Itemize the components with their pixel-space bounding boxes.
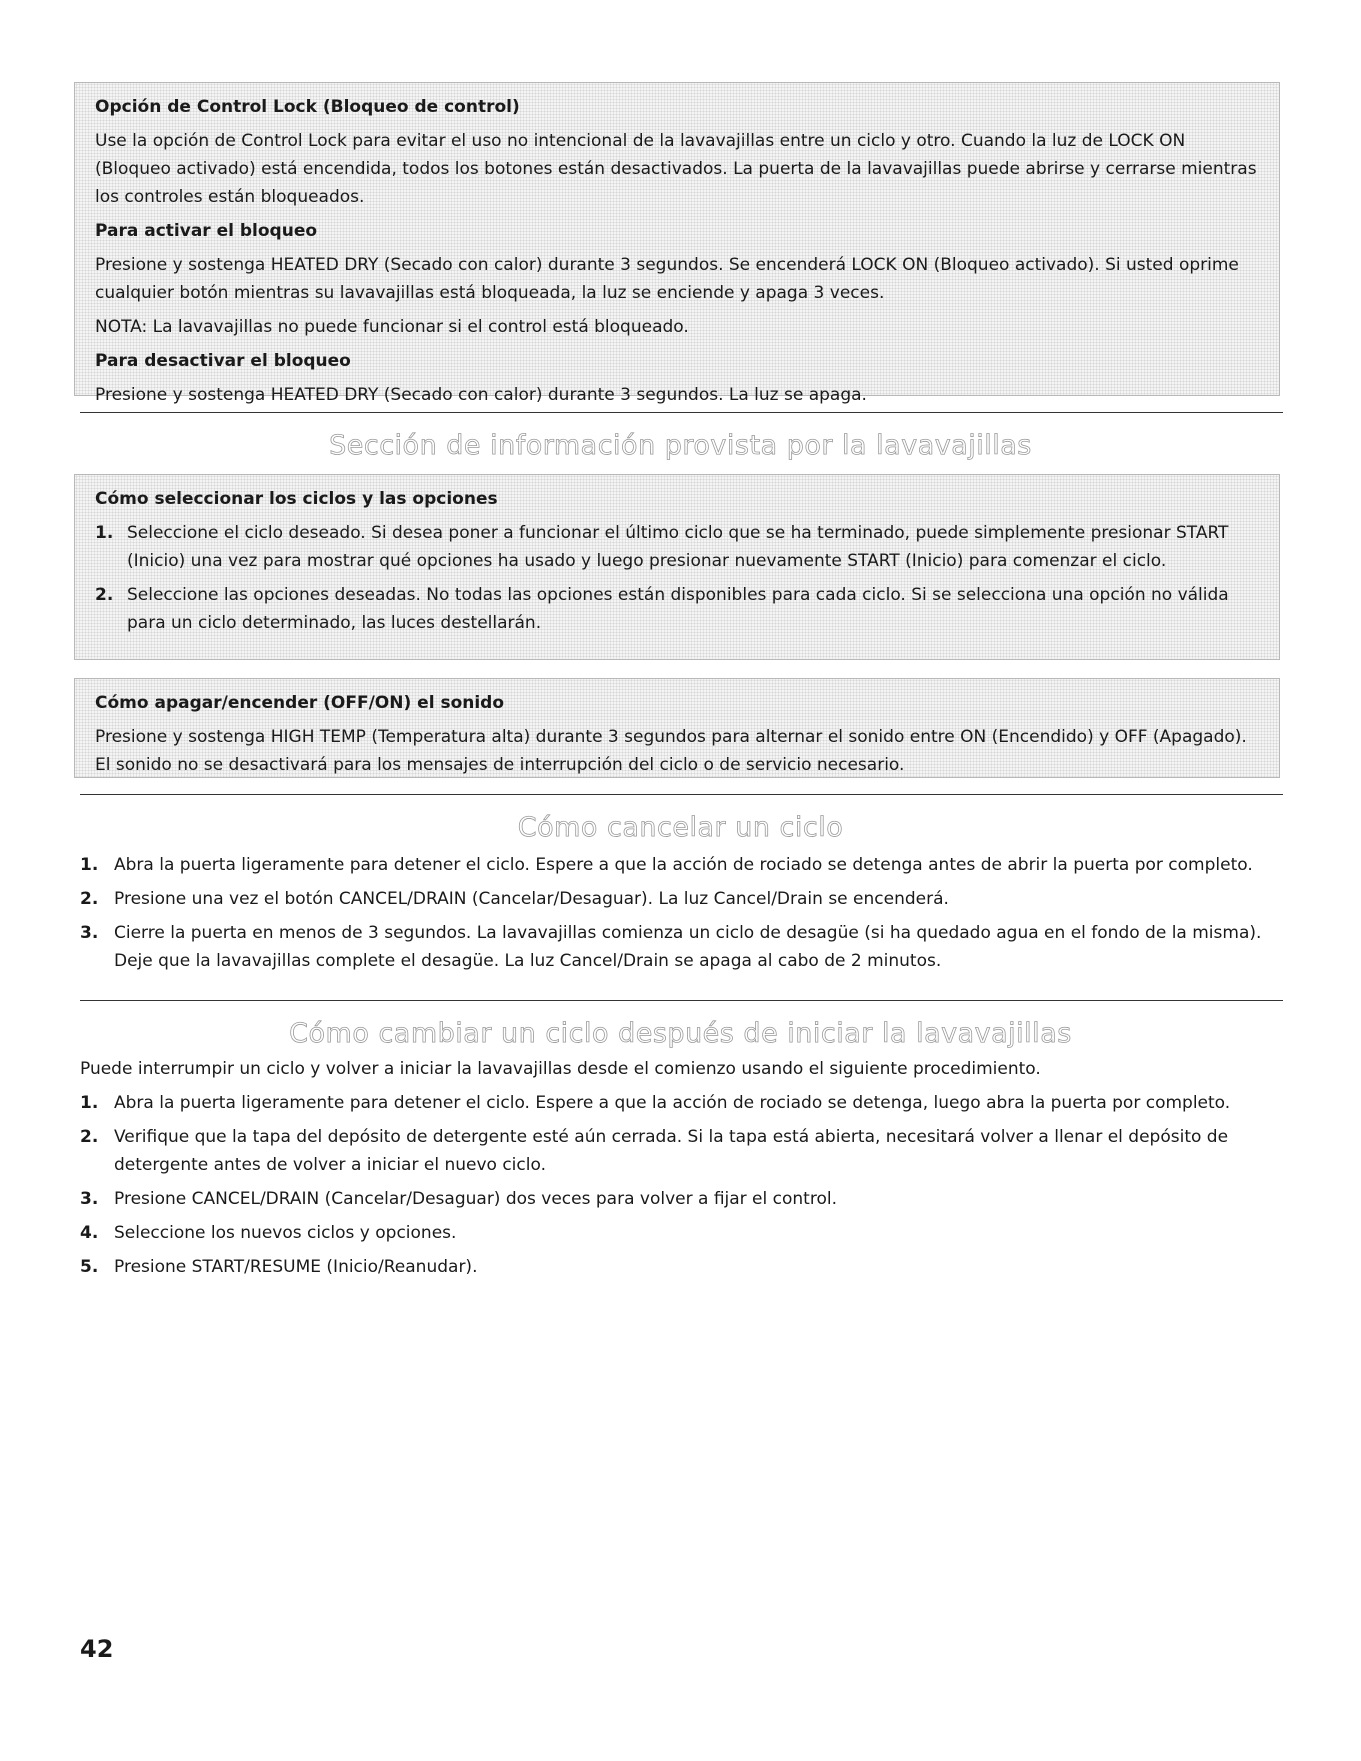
change-steps <box>80 1055 1275 1281</box>
change-intro: Puede interrumpir un ciclo y volver a iniciar la lavavajillas desde el comienzo usando el siguiente procedimiento. <box>80 1059 1041 1079</box>
list-item <box>80 1089 1275 1117</box>
list-item-number: 1. <box>80 855 99 875</box>
control-lock-title: Opción de Control Lock (Bloqueo de control) <box>95 97 520 117</box>
change-steps-list <box>80 1089 1275 1281</box>
list-item-number: 1. <box>80 1093 99 1113</box>
list-item-number: 2. <box>80 1127 99 1147</box>
list-item-text: Presione una vez el botón CANCEL/DRAIN (Cancelar/Desaguar). La luz Cancel/Drain se encenderá. <box>114 889 949 909</box>
list-item <box>80 919 1275 975</box>
list-item <box>80 885 1275 913</box>
control-lock-intro: Use la opción de Control Lock para evitar el uso no intencional de la lavavajillas entre un ciclo y otro. Cuando la luz de LOCK ON (Bloqueo activado) está encendida, todos los botones están desactivados. La puerta de la lavavajillas puede abrirse y cerrarse mientras los controles están bloqueados. <box>95 131 1257 207</box>
divider-rule <box>80 794 1283 795</box>
deactivate-lock-text: Presione y sostenga HEATED DRY (Secado con calor) durante 3 segundos. La luz se apaga. <box>95 385 867 405</box>
list-item-number: 3. <box>80 923 99 943</box>
select-cycles-title: Cómo seleccionar los ciclos y las opciones <box>95 489 498 509</box>
list-item <box>80 1219 1275 1247</box>
list-item-text: Cierre la puerta en menos de 3 segundos. La lavavajillas comienza un ciclo de desagüe (si ha quedado agua en el fondo de la misma). Deje que la lavavajillas complete el desagüe. La luz Cancel/Drain se apaga al cabo de 2 minutos. <box>114 923 1262 971</box>
deactivate-lock-heading: Para desactivar el bloqueo <box>95 351 351 371</box>
cancel-section-title: Cómo cancelar un ciclo <box>517 812 844 843</box>
list-item-number: 2. <box>95 585 114 605</box>
list-item <box>80 1123 1275 1179</box>
select-cycles-list <box>95 519 1263 637</box>
sound-box <box>74 678 1280 778</box>
list-item <box>80 851 1275 879</box>
list-item <box>95 581 1263 637</box>
divider-rule <box>80 412 1283 413</box>
list-item <box>95 519 1263 575</box>
sound-text: Presione y sostenga HIGH TEMP (Temperatura alta) durante 3 segundos para alternar el sonido entre ON (Encendido) y OFF (Apagado). El sonido no se desactivará para los mensajes de interrupción del ciclo o de servicio necesario. <box>95 727 1247 775</box>
divider-rule <box>80 1000 1283 1001</box>
activate-lock-heading: Para activar el bloqueo <box>95 221 318 241</box>
list-item-text: Abra la puerta ligeramente para detener el ciclo. Espere a que la acción de rociado se detenga antes de abrir la puerta por completo. <box>114 855 1253 875</box>
list-item-number: 2. <box>80 889 99 909</box>
section-info-title: Sección de información provista por la lavavajillas <box>329 430 1032 461</box>
list-item-text: Presione START/RESUME (Inicio/Reanudar). <box>114 1257 478 1277</box>
list-item-text: Seleccione el ciclo deseado. Si desea poner a funcionar el último ciclo que se ha terminado, puede simplemente presionar START (Inicio) una vez para mostrar qué opciones ha usado y luego presionar nuevamente START (Inicio) para comenzar el ciclo. <box>127 523 1229 571</box>
select-cycles-box <box>74 474 1280 660</box>
list-item-number: 5. <box>80 1257 99 1277</box>
list-item-number: 1. <box>95 523 114 543</box>
list-item-text: Seleccione las opciones deseadas. No todas las opciones están disponibles para cada ciclo. Si se selecciona una opción no válida para un ciclo determinado, las luces destellarán. <box>127 585 1229 633</box>
page-number: 42 <box>80 1635 114 1663</box>
activate-lock-text: Presione y sostenga HEATED DRY (Secado con calor) durante 3 segundos. Se encenderá LOCK ON (Bloqueo activado). Si usted oprime cualquier botón mientras su lavavajillas está bloqueada, la luz se enciende y apaga 3 veces. <box>95 255 1239 303</box>
lock-note: NOTA: La lavavajillas no puede funcionar si el control está bloqueado. <box>95 317 689 337</box>
list-item-text: Presione CANCEL/DRAIN (Cancelar/Desaguar) dos veces para volver a fijar el control. <box>114 1189 837 1209</box>
list-item-number: 4. <box>80 1223 99 1243</box>
list-item <box>80 1185 1275 1213</box>
cancel-steps <box>80 851 1275 975</box>
list-item-number: 3. <box>80 1189 99 1209</box>
change-section-title: Cómo cambiar un ciclo después de iniciar la lavavajillas <box>289 1018 1072 1049</box>
cancel-steps-list <box>80 851 1275 975</box>
list-item <box>80 1253 1275 1281</box>
list-item-text: Abra la puerta ligeramente para detener el ciclo. Espere a que la acción de rociado se detenga, luego abra la puerta por completo. <box>114 1093 1231 1113</box>
control-lock-box <box>74 82 1280 405</box>
sound-title: Cómo apagar/encender (OFF/ON) el sonido <box>95 693 505 713</box>
list-item-text: Seleccione los nuevos ciclos y opciones. <box>114 1223 457 1243</box>
list-item-text: Verifique que la tapa del depósito de detergente esté aún cerrada. Si la tapa está abierta, necesitará volver a llenar el depósito de detergente antes de volver a iniciar el nuevo ciclo. <box>114 1127 1229 1175</box>
